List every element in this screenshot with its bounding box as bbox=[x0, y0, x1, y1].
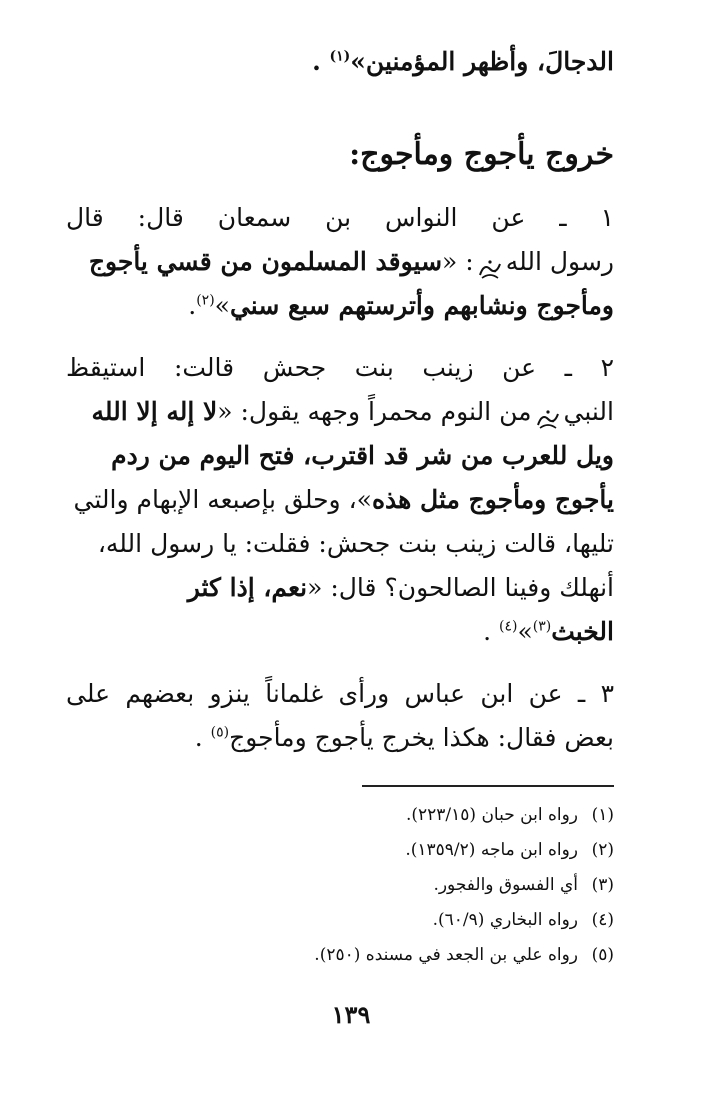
footnote-item: (١)رواه ابن حبان (٢٢٣/١٥). bbox=[405, 805, 614, 825]
hadith-3 bbox=[66, 672, 614, 760]
pbuh-calligraphy-icon bbox=[477, 252, 503, 276]
hadith-1-line-1: ١ ـ عن النواس بن سمعان قال: قال bbox=[66, 203, 614, 232]
hadith-2-line-1: ٢ ـ عن زينب بنت جحش قالت: استيقظ bbox=[66, 353, 614, 382]
footnote-ref-3: (٣) bbox=[532, 618, 552, 635]
punctuation: . bbox=[312, 47, 330, 76]
hadith-2 bbox=[66, 346, 614, 654]
footnote-ref-4: (٤) bbox=[498, 618, 518, 635]
section-heading: خروج يأجوج ومأجوج: bbox=[349, 137, 614, 172]
hadith-2-line-5: تليها، قالت زينب بنت جحش: فقلت: يا رسول الله، bbox=[97, 529, 614, 558]
footnote-ref-1: (١) bbox=[329, 48, 351, 65]
pbuh-calligraphy-icon bbox=[535, 402, 561, 426]
continued-line bbox=[66, 40, 614, 84]
page-number: ١٣٩ bbox=[331, 1000, 371, 1029]
hadith-2-line-7: الخبث$^{(٣)}$»$^{(٤)}$ . bbox=[483, 617, 614, 646]
footnote-item: (٢)رواه ابن ماجه (١٣٥٩/٢). bbox=[405, 840, 614, 860]
footnote-divider bbox=[362, 785, 614, 787]
hadith-2-line-3: ويل للعرب من شر قد اقترب، فتح اليوم من ردم bbox=[111, 441, 614, 470]
footnote-item: (٤)رواه البخاري (٦٠/٩). bbox=[432, 910, 614, 930]
hadith-2-line-4: يأجوج ومأجوج مثل هذه»، وحلق بإصبعه الإبهام والتي bbox=[73, 485, 614, 514]
footnote-ref-2: (٢) bbox=[196, 292, 215, 309]
main-text bbox=[66, 40, 614, 760]
hadith-2-line-2: النبيمن النوم محمراً وجهه يقول: «لا إله إلا الله bbox=[91, 397, 614, 426]
footnote-ref-5: (٥) bbox=[210, 724, 230, 741]
hadith-3-line-1: ٣ ـ عن ابن عباس ورأى غلماناً ينزو بعضهم على bbox=[66, 679, 614, 708]
footnote-item: (٣)أي الفسوق والفجور. bbox=[433, 875, 614, 895]
footnotes bbox=[66, 798, 614, 973]
hadith-1-line-3: ومأجوج ونشابهم وأترستهم سبع سني»$^{(٢)}$. bbox=[188, 291, 614, 320]
continued-text: الدجالَ، وأظهر المؤمنين» bbox=[350, 47, 614, 76]
footnote-item: (٥)رواه علي بن الجعد في مسنده (٢٥٠). bbox=[314, 945, 614, 965]
hadith-1-line-2: رسول الله: «سيوقد المسلمون من قسي يأجوج bbox=[88, 247, 614, 276]
hadith-2-line-6: أنهلك وفينا الصالحون؟ قال: «نعم، إذا كثر bbox=[187, 573, 614, 602]
hadith-3-line-2: بعض فقال: هكذا يخرج يأجوج ومأجوج$^{(٥)}$ . bbox=[194, 723, 614, 752]
hadith-1 bbox=[66, 196, 614, 328]
